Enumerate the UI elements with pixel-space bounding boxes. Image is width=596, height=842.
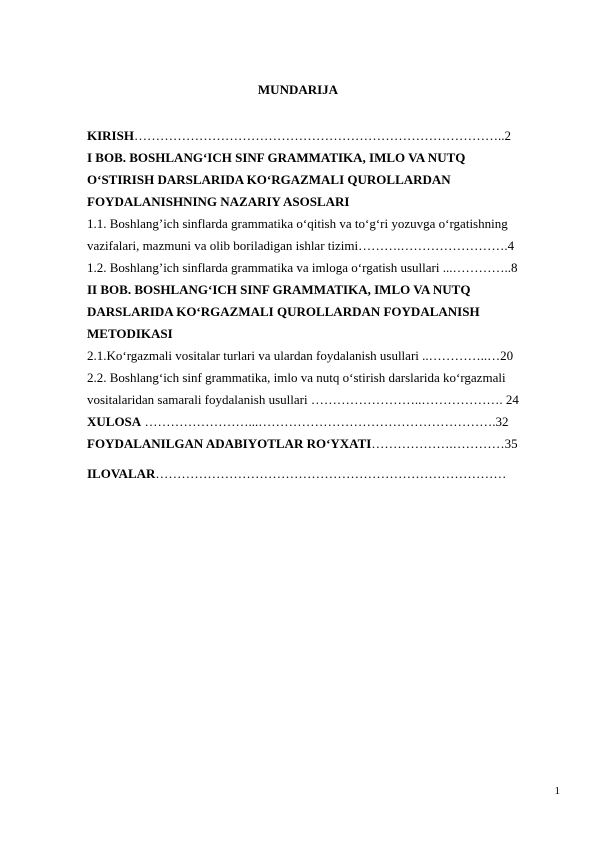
toc-entry-xulosa: [87, 411, 557, 433]
toc-heading-bob1-line3: FOYDALANISHNING NAZARIY ASOSLARI: [87, 194, 350, 209]
toc-heading-bob2-line2: DARSLARIDA KO‘RGAZMALI QUROLLARDAN FOYDALANISH: [87, 304, 480, 319]
toc-page: 4: [507, 238, 515, 253]
toc-heading-bob1-line2: O‘STIRISH DARSLARIDA KO‘RGAZMALI QUROLLARDAN: [87, 172, 451, 187]
page-number: 1: [554, 785, 560, 797]
toc-text: vositalaridan samarali foydalanish usullari ……………………..……………….: [87, 392, 506, 407]
toc-entry-1-1-line2: [87, 235, 557, 257]
toc-entry-ilovalar: [87, 463, 557, 485]
toc-entry-2-2-line2: [87, 389, 557, 411]
toc-entry-2-1: [87, 345, 557, 367]
toc-text: 2.1.Ko‘rgazmali vositalar turlari va ulardan foydalanish usullari ..…………..…: [87, 348, 501, 363]
toc-entry-2-2-line1: 2.2. Boshlang‘ich sinf grammatika, imlo va nutq o‘stirish darslarida ko‘rgazmali: [87, 370, 506, 385]
table-of-contents: [87, 125, 557, 485]
toc-label: ILOVALAR: [87, 466, 156, 481]
toc-text: 1.2. Boshlang’ich sinflarda grammatika va imloga o‘rgatish usullari ...…………..: [87, 260, 511, 275]
toc-page: 20: [500, 348, 514, 363]
toc-entry-1-1-line1: 1.1. Boshlang’ich sinflarda grammatika o‘qitish va to‘g‘ri yozuvga o‘rgatishning: [87, 216, 508, 231]
toc-leader: …………………………………………………………………………..: [133, 128, 505, 143]
toc-label: KIRISH: [87, 128, 134, 143]
page-title: MUNDARIJA: [257, 82, 339, 97]
toc-page: 35: [504, 436, 518, 451]
toc-leader: ……………………...……………………………………………….: [141, 414, 496, 429]
toc-heading-bob2-line1: II BOB. BOSHLANG‘ICH SINF GRAMMATIKA, IMLO VA NUTQ: [87, 282, 471, 297]
toc-page: 2: [504, 128, 511, 143]
toc-leader: ……………….…………: [371, 436, 505, 451]
toc-entry-kirish: [87, 125, 557, 147]
toc-entry-1-2: [87, 257, 557, 279]
toc-page: 24: [505, 392, 519, 407]
toc-heading-bob2-line3: METODIKASI: [87, 326, 173, 341]
toc-heading-bob1-line1: I BOB. BOSHLANG‘ICH SINF GRAMMATIKA, IMLO VA NUTQ: [87, 150, 466, 165]
toc-page: 32: [495, 414, 509, 429]
toc-text: vazifalari, mazmuni va olib boriladigan ishlar tizimi……….…………………….: [87, 238, 508, 253]
toc-page: 8: [511, 260, 518, 275]
toc-label: XULOSA: [87, 414, 142, 429]
toc-leader: ………………………………………………………………………: [155, 466, 507, 481]
toc-label: FOYDALANILGAN ADABIYOTLAR RO‘YXATI: [87, 436, 372, 451]
toc-entry-foydalanilgan: [87, 433, 557, 455]
